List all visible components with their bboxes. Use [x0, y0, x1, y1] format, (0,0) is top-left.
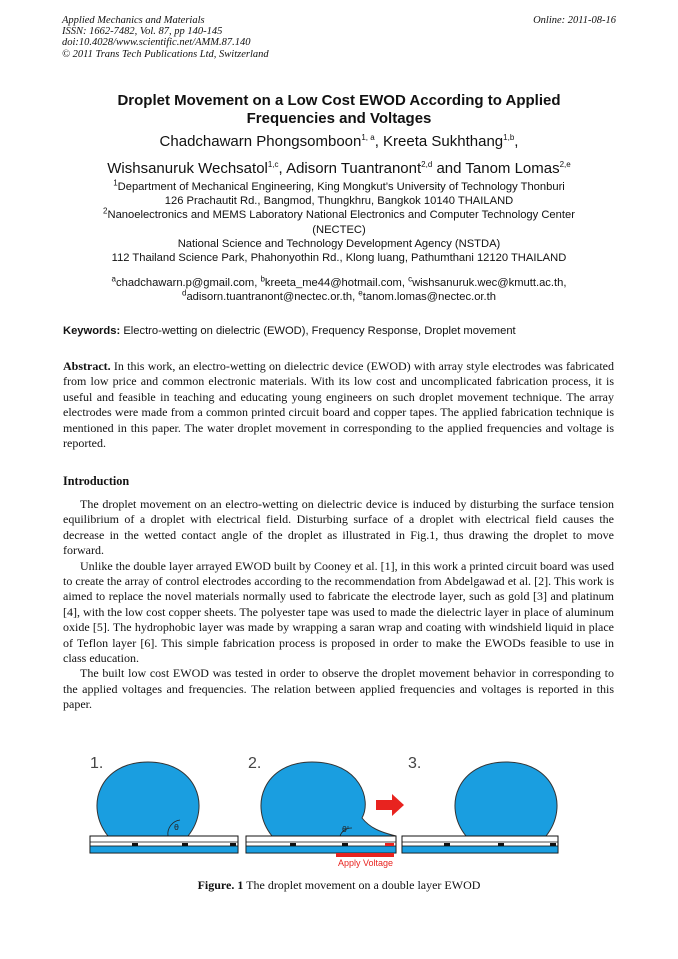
- author-name: Kreeta Sukhthang: [383, 133, 504, 150]
- email-mark: e: [358, 288, 363, 298]
- affiliation-2-abbrev: (NECTEC): [312, 223, 366, 236]
- keywords-label: Keywords:: [63, 325, 121, 337]
- email-line-1: [0, 276, 678, 290]
- active-electrode: [385, 843, 394, 846]
- base-layer-3: [402, 846, 558, 853]
- email-mark: c: [408, 274, 413, 284]
- author-and: and: [436, 160, 462, 177]
- electrode: [182, 843, 188, 846]
- theta-prime-label: θ': [342, 825, 350, 834]
- affiliations: [0, 180, 678, 265]
- affil-mark: 2: [103, 206, 108, 216]
- author-affil-mark: 1,b: [503, 133, 515, 142]
- journal-header: [62, 15, 269, 60]
- keywords-text: Electro-wetting on dielectric (EWOD), Frequency Response, Droplet movement: [123, 325, 516, 337]
- author-emails: [0, 276, 678, 304]
- author-name: Chadchawarn Phongsomboon: [159, 133, 362, 150]
- online-date: Online: 2011-08-16: [533, 15, 616, 26]
- electrode: [550, 843, 556, 846]
- abstract: [63, 359, 614, 451]
- theta-label: θ: [174, 823, 179, 832]
- paragraph: The droplet movement on an electro-wetting on dielectric device is induced by disturbing the surface tension equilibrium of a droplet with electrical field. Disturbing surface of a droplet with electrical field causes the decrease in the wetted contact angle of the droplet as illustrated in Fig.1, thus drawing the droplet to move forward.: [63, 497, 614, 558]
- author-name: Wishsanuruk Wechsatol: [107, 160, 268, 177]
- abstract-text: In this work, an electro-wetting on dielectric device (EWOD) with array style electrodes was fabricated from low price and common electronic materials. With its low cost and uncomplicated fabrication process, it is useful and feasible in teaching and educating young engineers on such droplet movement technique. The array electrodes were made from a common printed circuit board and copper tapes. The applied fabrication technique is mentioned in this paper. The water droplet movement in corresponding to the applied frequencies and voltage is reported.: [63, 359, 615, 451]
- author-affil-mark: 1,c: [267, 160, 279, 169]
- title-line-1: Droplet Movement on a Low Cost EWOD According to Applied: [117, 92, 561, 109]
- title-line-2: Frequencies and Voltages: [246, 110, 432, 127]
- email-mark: a: [111, 274, 116, 284]
- affil-mark: 1: [113, 178, 118, 188]
- affiliation-1-address: 126 Prachautit Rd., Bangmod, Thungkhru, Bangkok 10140 THAILAND: [164, 195, 514, 208]
- paragraph: The built low cost EWOD was tested in order to observe the droplet movement behavior in corresponding to the applied voltages and frequencies. The relation between applied frequencies and voltages is reported in this paper.: [63, 666, 614, 712]
- email-mark: d: [182, 288, 187, 298]
- droplet-1: [97, 762, 199, 836]
- panel-1: [90, 762, 238, 853]
- email-line-2: $^d$adisorn.tuantranont@nectec.or.th, $^e$tanom.lomas@nectec.or.th: [182, 288, 496, 303]
- droplet-3: [455, 762, 557, 836]
- voltage-bar: [336, 853, 394, 857]
- issn: ISSN: 1662-7482, Vol. 87, pp 140-145: [62, 26, 223, 38]
- electrode: [132, 843, 138, 846]
- email-link[interactable]: wishsanuruk.wec@kmutt.ac.th,: [412, 277, 567, 289]
- base-layer-1: [90, 846, 238, 853]
- electrode: [444, 843, 450, 846]
- affil-text: Department of Mechanical Engineering, King Mongkut’s University of Technology Thonburi: [117, 181, 565, 193]
- author-name: Tanom Lomas: [465, 160, 560, 177]
- step-label-3: 3.: [408, 755, 422, 772]
- doi: doi:10.4028/www.scientific.net/AMM.87.140: [62, 37, 251, 49]
- step-label-2: 2.: [248, 755, 262, 772]
- email-link[interactable]: kreeta_me44@hotmail.com,: [264, 277, 405, 289]
- email-link[interactable]: tanom.lomas@nectec.or.th: [362, 291, 496, 303]
- base-layer-2: [246, 846, 396, 853]
- electrode: [498, 843, 504, 846]
- paper-title: [0, 92, 678, 128]
- affiliation-2: [0, 208, 678, 222]
- email-link[interactable]: adisorn.tuantranont@nectec.or.th: [186, 291, 353, 303]
- panel-2: [246, 762, 396, 868]
- movement-arrow-icon: [376, 794, 404, 816]
- author-name: Adisorn Tuantranont: [286, 160, 422, 177]
- author-list: [0, 128, 678, 182]
- section-heading-introduction: Introduction: [63, 474, 130, 488]
- electrode: [342, 843, 348, 846]
- paragraph: Unlike the double layer arrayed EWOD built by Cooney et al. [1], in this work a printed circuit board was used to create the array of control electrodes according to the recommendation from Abdelgawad et al. [2]. This work is aimed to replace the novel materials normally used to fabricate the electrode layer, such as gold [3] and platinum [4], with the low cost copper sheets. The polyester tape was used to made the dielectric layer in place of aluminum oxide [5]. The hydrophobic layer was made by wrapping a saran wrap and coating with windshield liquid in place of Teflon layer [6]. This simple fabrication process is proposed in order to make the EWODs feasible to use in class education.: [63, 558, 614, 666]
- email-mark: b: [260, 274, 265, 284]
- figure-1-droplet-diagram: [80, 750, 600, 875]
- keywords: [63, 325, 623, 337]
- journal-name: Applied Mechanics and Materials: [62, 15, 205, 26]
- caption-text: The droplet movement on a double layer EWOD: [246, 878, 481, 892]
- figure-1-caption: [0, 878, 678, 893]
- electrode: [230, 843, 236, 846]
- step-label-1: 1.: [90, 755, 104, 772]
- email-link[interactable]: chadchawarn.p@gmail.com,: [116, 277, 258, 289]
- affiliation-1: [0, 180, 678, 194]
- panel-3: [402, 762, 558, 853]
- apply-voltage-label: Apply Voltage: [338, 858, 394, 868]
- author-affil-mark: 2,e: [559, 160, 571, 169]
- electrode: [290, 843, 296, 846]
- affiliation-2-address: 112 Thailand Science Park, Phahonyothin Rd., Klong luang, Pathumthani 12120 THAILAND: [111, 252, 567, 265]
- affiliation-2-agency: National Science and Technology Development Agency (NSTDA): [177, 237, 501, 250]
- affil-text: Nanoelectronics and MEMS Laboratory National Electronics and Computer Technology Center: [107, 209, 575, 222]
- author-affil-mark: 2,d: [421, 160, 433, 169]
- author-line-1: Chadchawarn Phongsomboon$^{1, a}$, Kreeta Sukhthang$^{1,b}$,: [159, 133, 519, 150]
- caption-label: Figure. 1: [197, 878, 244, 892]
- introduction-body: [63, 497, 614, 713]
- author-affil-mark: 1, a: [361, 133, 375, 142]
- abstract-label: Abstract.: [63, 359, 111, 373]
- author-line-2: Wishsanuruk Wechsatol$^{1,c}$, Adisorn Tuantranont$^{2,d}$ and Tanom Lomas$^{2,e}$: [107, 160, 571, 177]
- droplet-2: [261, 762, 396, 836]
- copyright: © 2011 Trans Tech Publications Ltd, Switzerland: [62, 48, 269, 60]
